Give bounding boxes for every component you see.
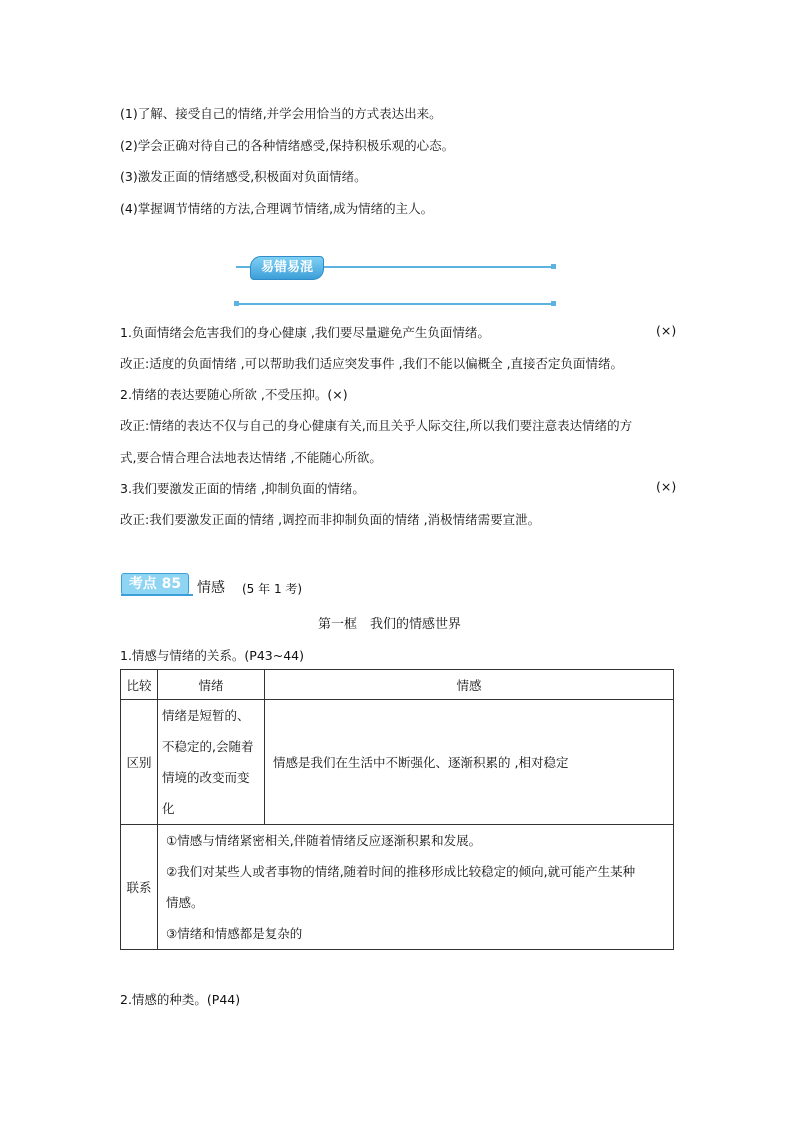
- error-statement-1: 1.负面情绪会危害我们的身心健康 ,我们要尽量避免产生负面情绪。: [120, 325, 490, 340]
- connection-item: ③情绪和情感都是复杂的: [166, 926, 303, 941]
- comparison-table: [120, 669, 674, 950]
- connection-item: 情感。: [166, 895, 204, 910]
- kaodian-topic: 情感: [197, 580, 225, 596]
- goal-3: (3)激发正面的情绪感受,积极面对负面情绪。: [120, 169, 367, 184]
- kaodian-underline: [121, 594, 193, 596]
- error-correction-2a: 改正:情绪的表达不仅与自己的身心健康有关,而且关乎人际交往,所以我们要注意表达情绪的方: [120, 418, 633, 433]
- table-row-difference: [121, 700, 674, 825]
- kaodian-label: 考点 85: [128, 576, 182, 592]
- header-emotion: 情绪: [158, 670, 265, 700]
- header-compare: 比较: [121, 670, 158, 700]
- cell-feeling-definition: 情感是我们在生活中不断强化、逐渐积累的 ,相对稳定: [265, 700, 674, 825]
- banner-dot: [551, 301, 556, 306]
- error-statement-3: 3.我们要激发正面的情绪 ,抑制负面的情绪。: [120, 481, 365, 496]
- error-correction-3: 改正:我们要激发正面的情绪 ,调控而非抑制负面的情绪 ,消极情绪需要宣泄。: [120, 512, 541, 527]
- goal-4: (4)掌握调节情绪的方法,合理调节情绪,成为情绪的主人。: [120, 201, 434, 216]
- cell-line: 化: [162, 801, 175, 816]
- table-row-connection: [121, 825, 674, 950]
- error-statement-2: 2.情绪的表达要随心所欲 ,不受压抑。(×): [120, 387, 348, 402]
- error-correction-2b: 式,要合情合理合法地表达情绪 ,不能随心所欲。: [120, 450, 382, 465]
- row-label-difference: 区别: [121, 700, 158, 825]
- banner-dot: [234, 301, 239, 306]
- error-mark-1: (×): [656, 323, 677, 338]
- error-correction-1: 改正:适度的负面情绪 ,可以帮助我们适应突发事件 ,我们不能以偏概全 ,直接否定负面情绪。: [120, 356, 624, 371]
- table-header-row: [121, 670, 674, 700]
- connection-item: ①情感与情绪紧密相关,伴随着情绪反应逐渐积累和发展。: [166, 833, 482, 848]
- row-label-connection: 联系: [121, 825, 158, 950]
- cell-line: 情绪是短暂的、: [162, 708, 250, 723]
- cell-line: 不稳定的,会随着: [162, 739, 254, 754]
- question-2-title: 2.情感的种类。(P44): [120, 992, 241, 1007]
- error-mark-3: (×): [656, 479, 677, 494]
- cell-emotion-definition: [158, 700, 265, 825]
- kaodian-note: (5 年 1 考): [242, 582, 303, 596]
- section-title: 第一框 我们的情感世界: [318, 617, 462, 632]
- goal-1: (1)了解、接受自己的情绪,并学会用恰当的方式表达出来。: [120, 106, 442, 121]
- kaodian-badge: [121, 573, 189, 595]
- question-1-title: 1.情感与情绪的关系。(P43~44): [120, 648, 305, 663]
- connection-item: ②我们对某些人或者事物的情绪,随着时间的推移形成比较稳定的倾向,就可能产生某种: [166, 864, 636, 879]
- banner-bottom-rule: [236, 303, 554, 305]
- cell-line: 情境的改变而变: [162, 770, 250, 785]
- goal-2: (2)学会正确对待自己的各种情绪感受,保持积极乐观的心态。: [120, 138, 455, 153]
- banner-title: 易错易混: [250, 256, 324, 280]
- header-feeling: 情感: [265, 670, 674, 700]
- banner-dot: [551, 264, 556, 269]
- cell-connection: [158, 825, 674, 950]
